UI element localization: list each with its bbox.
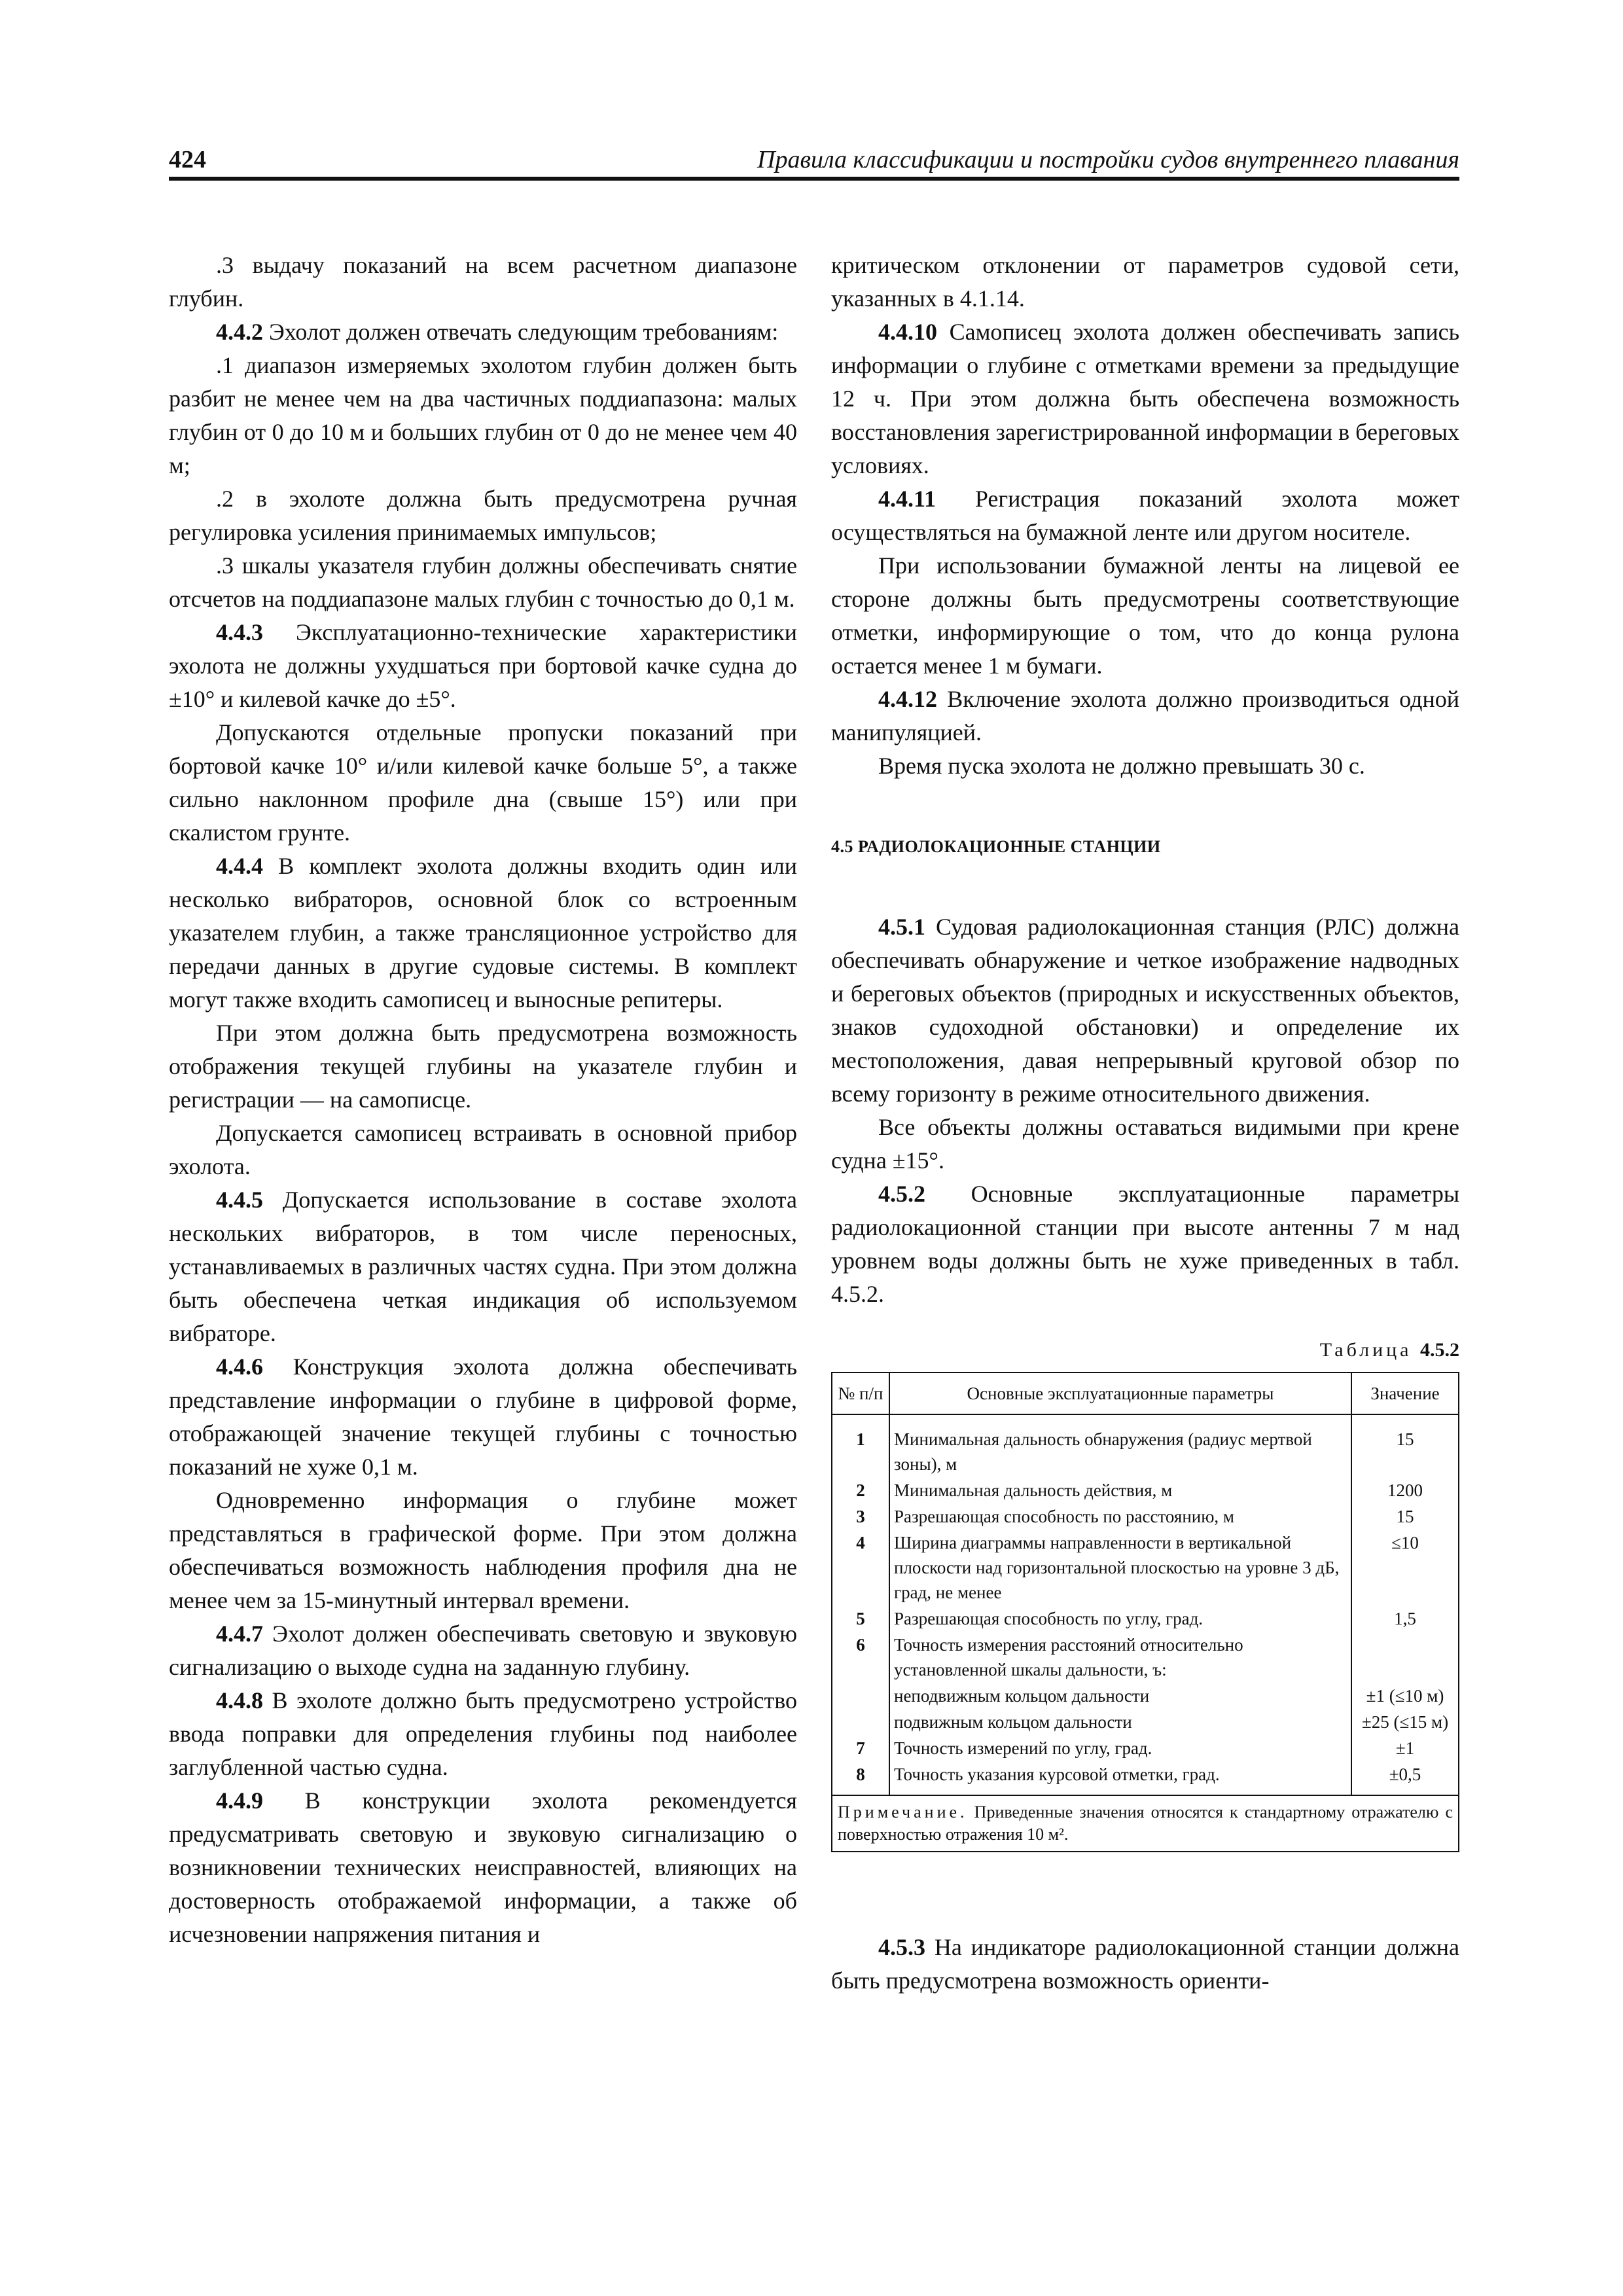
running-title: Правила классификации и постройки судов внутреннего плавания: [757, 146, 1459, 173]
paragraph: Время пуска эхолота не должно превышать 30 с.: [878, 753, 1365, 779]
paragraph: 4.4.11 Регистрация показаний эхолота может осуществляться на бумажной ленте или другом носителе.: [831, 486, 1459, 545]
paragraph: Все объекты должны оставаться видимыми при крене судна ±15°.: [831, 1114, 1459, 1174]
table-row: 3 Разрешающая способность по расстоянию, м 15: [832, 1503, 1459, 1530]
right-column: [831, 249, 1459, 1998]
table-row: 4 Ширина диаграммы направленности в вертикальной плоскости над горизонтальной плоскостью на уровне 3 дБ, град, не менее ≤10: [832, 1530, 1459, 1605]
table-row: 2 Минимальная дальность действия, м 1200: [832, 1477, 1459, 1503]
table-row: 1 Минимальная дальность обнаружения (радиус мертвой зоны), м 15: [832, 1414, 1459, 1477]
page-header: [169, 145, 1459, 179]
paragraph: При использовании бумажной ленты на лицевой ее стороне должны быть предусмотрены соответствующие отметки, информирующие о том, что до конца рулона остается менее 1 м бумаги.: [831, 552, 1459, 679]
paragraph: критическом отклонении от параметров судовой сети, указанных в 4.1.14.: [831, 252, 1459, 312]
paragraph: 4.4.5 Допускается использование в составе эхолота нескольких вибраторов, в том числе переносных, устанавливаемых в различных частях судна. При этом должна быть обеспечена четкая индикация об используемом вибраторе.: [169, 1187, 797, 1346]
column-header: № п/п: [832, 1372, 889, 1414]
header-rule: [169, 177, 1459, 181]
table-row: 6 Точность измерения расстояний относительно установленной шкалы дальности, ъ:: [832, 1632, 1459, 1683]
clause-number: 4.4.5: [216, 1187, 263, 1213]
paragraph: .3 выдачу показаний на всем расчетном диапазоне глубин.: [169, 252, 797, 312]
table-note: Примечание. Приведенные значения относятся к стандартному отражателю с поверхностью отражения 10 м².: [832, 1795, 1459, 1852]
clause-number: 4.4.3: [216, 619, 263, 645]
paragraph: Одновременно информация о глубине может представляться в графической форме. При этом должна обеспечиваться возможность наблюдения профиля дна не менее чем за 15-минутный интервал времени.: [169, 1487, 797, 1613]
table-row: 8 Точность указания курсовой отметки, град. ±0,5: [832, 1761, 1459, 1795]
table-row: 7 Точность измерений по углу, град. ±1: [832, 1735, 1459, 1761]
clause-number: 4.5.3: [878, 1934, 925, 1960]
clause-number: 4.4.10: [878, 319, 937, 345]
page-number: 424: [169, 146, 206, 173]
paragraph: 4.4.3 Эксплуатационно-технические характеристики эхолота не должны ухудшаться при бортовой качке судна до ±10° и килевой качке до ±5°.: [169, 619, 797, 712]
paragraph: Допускаются отдельные пропуски показаний при бортовой качке 10° и/или килевой качке больше 5°, а также сильно наклонном профиле дна (свыше 15°) или при скалистом грунте.: [169, 719, 797, 846]
clause-number: 4.4.4: [216, 853, 263, 879]
left-column: [169, 249, 797, 1951]
paragraph: 4.4.9 В конструкции эхолота рекомендуется предусматривать световую и звуковую сигнализацию о возникновении технических неисправностей, влияющих на достоверность отображаемой информации, а также об исчезновении напряжения питания и: [169, 1787, 797, 1947]
paragraph: 4.4.8 В эхолоте должно быть предусмотрено устройство ввода поправки для определения глубины под наиболее заглубленной частью судна.: [169, 1687, 797, 1780]
clause-number: 4.4.6: [216, 1354, 263, 1380]
column-header: Значение: [1351, 1372, 1459, 1414]
paragraph: .2 в эхолоте должна быть предусмотрена ручная регулировка усиления принимаемых импульсов;: [169, 486, 797, 545]
column-header: Основные эксплуатационные параметры: [889, 1372, 1351, 1414]
clause-number: 4.5.1: [878, 914, 925, 940]
paragraph: 4.4.7 Эхолот должен обеспечивать световую и звуковую сигнализацию о выходе судна на заданную глубину.: [169, 1621, 797, 1680]
section-heading: 4.5 РАДИОЛОКАЦИОННЫЕ СТАНЦИИ: [831, 837, 1161, 856]
paragraph: При этом должна быть предусмотрена возможность отображения текущей глубины на указателе глубин и регистрации — на самописце.: [169, 1020, 797, 1113]
paragraph: 4.4.2 Эхолот должен отвечать следующим требованиям:: [216, 319, 779, 345]
paragraph: 4.5.3 На индикаторе радиолокационной станции должна быть предусмотрена возможность ориенти-: [831, 1934, 1459, 1994]
paragraph: 4.5.2 Основные эксплуатационные параметры радиолокационной станции при высоте антенны 7 м над уровнем воды должны быть не хуже приведенных в табл. 4.5.2.: [831, 1181, 1459, 1307]
paragraph: 4.4.4 В комплект эхолота должны входить один или несколько вибраторов, основной блок со встроенным указателем глубин, а также трансляционное устройство для передачи данных в другие судовые системы. В комплект могут также входить самописец и выносные репитеры.: [169, 853, 797, 1013]
clause-number: 4.4.7: [216, 1621, 263, 1647]
table-header-row: [832, 1372, 1459, 1414]
paragraph: .1 диапазон измеряемых эхолотом глубин должен быть разбит не менее чем на два частичных поддиапазона: малых глубин от 0 до 10 м и больших глубин от 0 до не менее чем 40 м;: [169, 352, 797, 478]
clause-number: 4.4.9: [216, 1787, 263, 1814]
clause-number: 4.4.8: [216, 1687, 263, 1713]
paragraph: 4.5.1 Судовая радиолокационная станция (РЛС) должна обеспечивать обнаружение и четкое изображение надводных и береговых объектов (природных и искусственных объектов, знаков судоходной обстановки) и определение их местоположения, давая непрерывный круговой обзор по всему горизонту в режиме относительного движения.: [831, 914, 1459, 1107]
table-caption: Таблица 4.5.2: [1319, 1339, 1459, 1361]
table-note-row: [832, 1795, 1459, 1852]
clause-number: 4.4.2: [216, 319, 263, 345]
paragraph: .3 шкалы указателя глубин должны обеспечивать снятие отсчетов на поддиапазоне малых глубин с точностью до 0,1 м.: [169, 552, 797, 612]
paragraph: 4.4.6 Конструкция эхолота должна обеспечивать представление информации о глубине в цифровой форме, отображающей значение текущей глубины с точностью показаний не хуже 0,1 м.: [169, 1354, 797, 1480]
paragraph: Допускается самописец встраивать в основной прибор эхолота.: [169, 1120, 797, 1179]
clause-number: 4.4.12: [878, 686, 937, 712]
paragraph: 4.4.10 Самописец эхолота должен обеспечивать запись информации о глубине с отметками времени за предыдущие 12 ч. При этом должна быть обеспечена возможность восстановления зарегистрированной информации в береговых условиях.: [831, 319, 1459, 478]
parameters-table: [831, 1372, 1459, 1852]
table-row: неподвижным кольцом дальности ±1 (≤10 м): [832, 1683, 1459, 1709]
table-row: подвижным кольцом дальности ±25 (≤15 м): [832, 1709, 1459, 1735]
paragraph: 4.4.12 Включение эхолота должно производиться одной манипуляцией.: [831, 686, 1459, 745]
clause-number: 4.5.2: [878, 1181, 925, 1207]
table-row: 5 Разрешающая способность по углу, град. 1,5: [832, 1605, 1459, 1632]
clause-number: 4.4.11: [878, 486, 936, 512]
